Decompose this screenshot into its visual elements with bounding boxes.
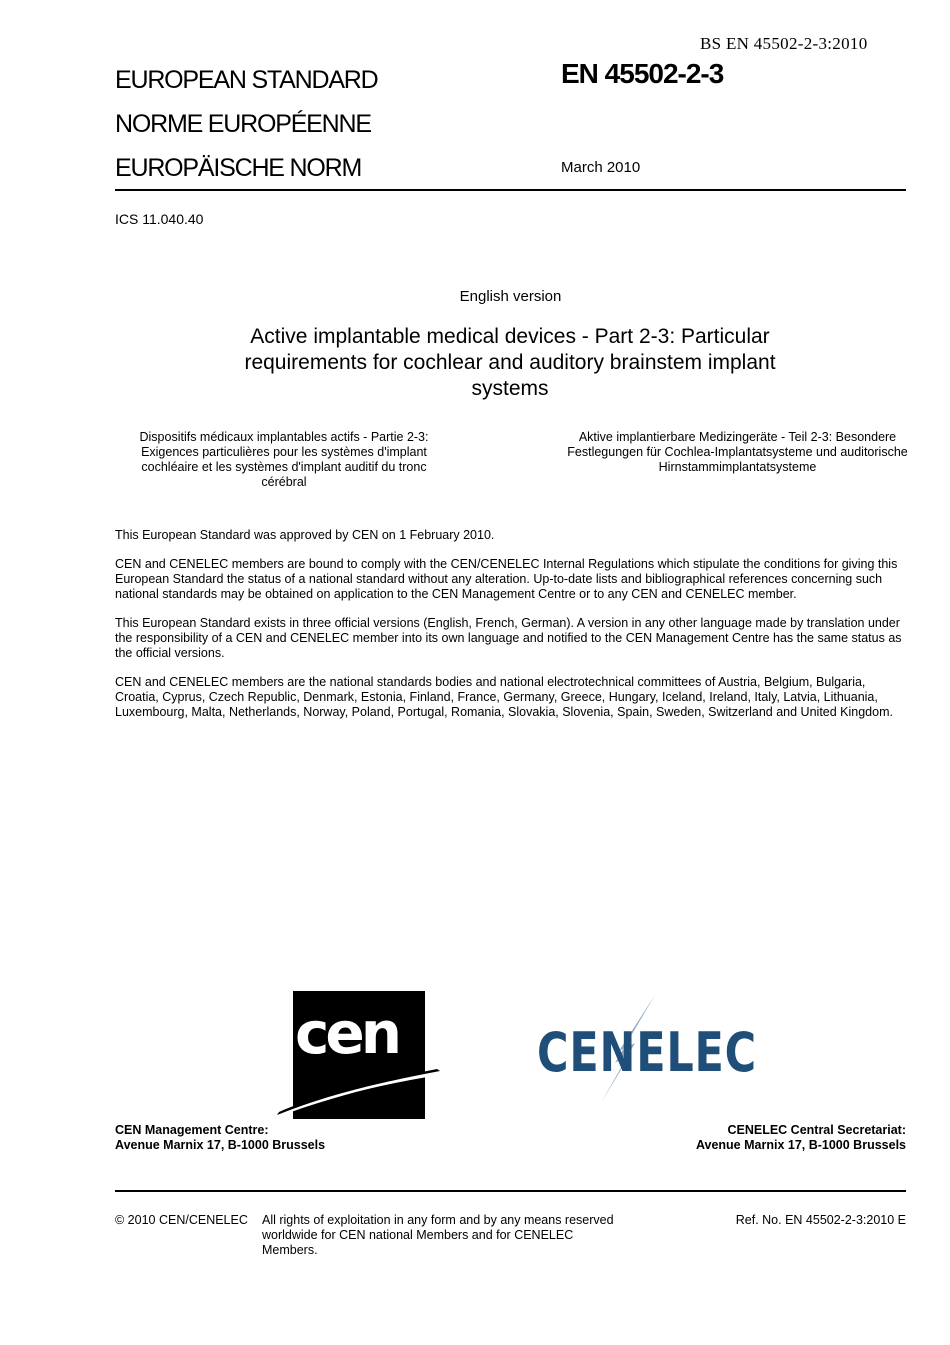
title-german: EUROPÄISCHE NORM [115, 154, 362, 182]
cen-centre-title: CEN Management Centre: [115, 1123, 269, 1137]
members-paragraph: CEN and CENELEC members are the national standards bodies and national electrotechnical committees of Austria, Belgium, Bulgaria, Croatia, Cyprus, Czech Republic, Denmark, Estonia, Finland, France, Germany, Greece, Hungary, Iceland, Ireland, Italy, Latvia, Lithuania, Luxembourg, Malta, Netherlands, Norway, Poland, Portugal, Romania, Slovakia, Slovenia, Spain, Sweden, Switzerland and United Kingdom. [115, 675, 893, 719]
body-text [115, 528, 910, 734]
ics-code: ICS 11.040.40 [115, 211, 204, 227]
standard-number: EN 45502-2-3 [561, 58, 724, 89]
cenelec-address-block [600, 1123, 906, 1153]
approval-paragraph: This European Standard was approved by CEN on 1 February 2010. [115, 528, 495, 542]
cen-logo-text: cen [295, 999, 399, 1067]
compliance-paragraph: CEN and CENELEC members are bound to comply with the CEN/CENELEC Internal Regulations which stipulate the conditions for giving this European Standard the status of a national standard without any alteration. Up-to-date lists and bibliographical references concerning such national standards may be obtained on application to the CEN Management Centre or to any CEN and CENELEC member. [115, 557, 898, 601]
main-title: Active implantable medical devices - Part 2-3: Particular requirements for cochlear and auditory brainstem implant systems [244, 325, 776, 400]
cenelec-secretariat-address: Avenue Marnix 17, B-1000 Brussels [695, 1138, 906, 1152]
header-divider [115, 189, 906, 191]
footer-divider [115, 1190, 906, 1192]
french-title: Dispositifs médicaux implantables actifs - Partie 2-3: Exigences particulières pour les systèmes d'implant cochléaire et les systèmes d'implant auditif du tronc cérébral [139, 430, 429, 489]
standard-titles [115, 58, 378, 190]
versions-paragraph: This European Standard exists in three official versions (English, French, German). A version in any other language made by translation under the responsibility of a CEN and CENELEC member into its own language and notified to the CEN Management Centre has the same status as the official versions. [115, 616, 902, 660]
reference-number: Ref. No. EN 45502-2-3:2010 E [735, 1213, 906, 1227]
german-title: Aktive implantierbare Medizingeräte - Teil 2-3: Besondere Festlegungen für Cochlea-Implantatsysteme und auditorische Hirnstammimplantatsysteme [567, 430, 908, 474]
cen-logo [277, 991, 442, 1121]
publication-date: March 2010 [561, 159, 641, 176]
bs-reference: BS EN 45502-2-3:2010 [700, 34, 868, 53]
cen-centre-address: Avenue Marnix 17, B-1000 Brussels [115, 1138, 326, 1152]
title-english: EUROPEAN STANDARD [115, 66, 378, 94]
cenelec-secretariat-title: CENELEC Central Secretariat: [727, 1123, 906, 1137]
cenelec-logo [535, 993, 760, 1105]
cenelec-logo-text: CENELEC [537, 1021, 757, 1084]
title-french: NORME EUROPÉENNE [115, 110, 371, 138]
copyright: © 2010 CEN/CENELEC [115, 1213, 248, 1227]
cen-address-block [115, 1123, 325, 1153]
english-version-label: English version [459, 288, 562, 305]
rights-statement: All rights of exploitation in any form and by any means reserved worldwide for CEN national Members and for CENELEC Members. [262, 1213, 614, 1257]
